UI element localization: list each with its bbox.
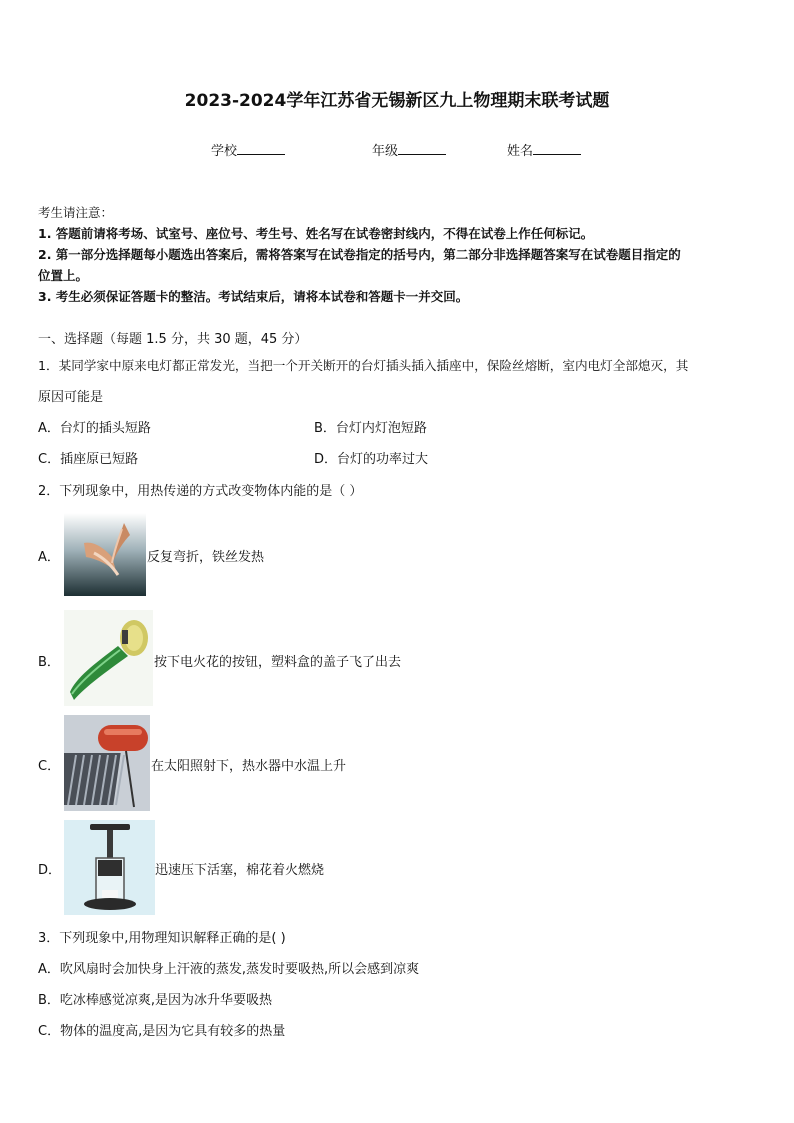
name-field (507, 140, 581, 159)
q3-option-b: B．吃冰棒感觉凉爽,是因为冰升华要吸热 (38, 993, 273, 1008)
name-blank (533, 142, 581, 155)
q1-stem-line1: 1．某同学家中原来电灯都正常发光，当把一个开关断开的台灯插头插入插座中，保险丝熔断，室内电灯全部熄灭，其 (38, 358, 689, 373)
q2-option-b-text: 按下电火花的按钮，塑料盒的盖子飞了出去 (154, 655, 402, 670)
grade-field (372, 140, 446, 159)
name-label: 姓名 (507, 144, 534, 159)
q2-option-c-letter: C． (38, 759, 61, 774)
grade-label: 年级 (372, 144, 399, 159)
q1-option-b: B．台灯内灯泡短路 (314, 421, 427, 436)
solar-heater-image (64, 715, 150, 811)
grade-blank (398, 142, 446, 155)
q1-option-c: C．插座原已短路 (38, 452, 139, 467)
piston-cylinder-image (64, 820, 155, 915)
q2-option-a-text: 反复弯折，铁丝发热 (147, 550, 265, 565)
notice-heading: 考生请注意： (38, 205, 114, 220)
bending-wire-image (64, 513, 146, 596)
notice-item-1: 1. 答题前请将考场、试室号、座位号、考生号、姓名写在试卷密封线内，不得在试卷上作任何标记。 (38, 226, 594, 241)
school-label: 学校 (211, 144, 238, 159)
notice-item-2-cont: 位置上。 (38, 268, 89, 283)
page-title: 2023-2024学年江苏省无锡新区九上物理期末联考试题 (184, 91, 610, 111)
notice-item-2: 2. 第一部分选择题每小题选出答案后，需将答案写在试卷指定的括号内，第二部分非选择题答案写在试卷题目指定的 (38, 247, 681, 262)
q2-stem: 2．下列现象中，用热传递的方式改变物体内能的是（ ） (38, 484, 363, 499)
notice-item-3: 3. 考生必须保证答题卡的整洁。考试结束后，请将本试卷和答题卡一并交回。 (38, 289, 469, 304)
q2-option-b-letter: B． (38, 655, 60, 670)
spark-box-image (64, 610, 153, 706)
q2-option-d-letter: D． (38, 863, 62, 878)
q2-option-d-text: 迅速压下活塞，棉花着火燃烧 (155, 863, 325, 878)
q2-option-a-letter: A． (38, 550, 60, 565)
q3-option-a: A．吹风扇时会加快身上汗液的蒸发,蒸发时要吸热,所以会感到凉爽 (38, 962, 420, 977)
school-field (211, 140, 285, 159)
q2-option-c-text: 在太阳照射下，热水器中水温上升 (151, 759, 347, 774)
q1-stem-line2: 原因可能是 (38, 390, 104, 405)
q3-option-c: C．物体的温度高,是因为它具有较多的热量 (38, 1024, 286, 1039)
section-heading: 一、选择题（每题 1.5 分，共 30 题，45 分） (38, 332, 308, 347)
q3-stem: 3．下列现象中,用物理知识解释正确的是( ) (38, 931, 286, 946)
q1-option-a: A．台灯的插头短路 (38, 421, 151, 436)
q1-option-d: D．台灯的功率过大 (314, 452, 429, 467)
school-blank (237, 142, 285, 155)
